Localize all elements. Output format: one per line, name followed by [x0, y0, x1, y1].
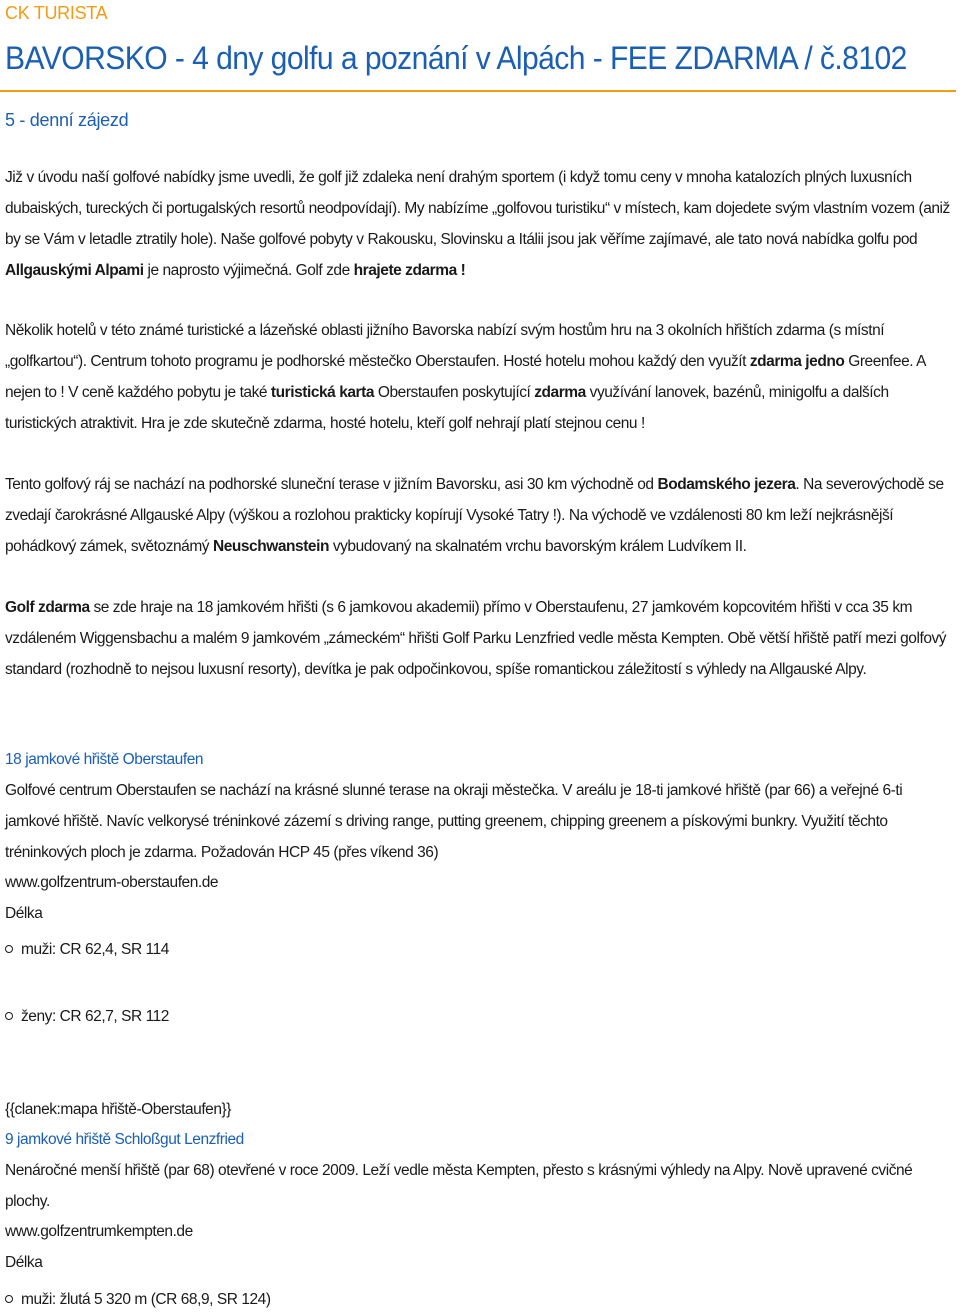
agency-name: CK TURISTA	[5, 3, 108, 23]
course1-description: Golfové centrum Oberstaufen se nachází na krásné slunné terase na okraji městečka. V areálu je 18-ti jamkové hřiště (par 66) a veřejné 6-ti jamkové hřiště. Navíc velkorysé tréninkové zázemí s driving range, putting greenem, chipping greenem a pískovými bunkry. Využití těchto tréninkových ploch je zdarma. Požadován HCP 45 (přes víkend 36)	[5, 782, 903, 861]
intro-paragraph	[5, 162, 957, 286]
intro-bold-2: hrajete zdarma !	[353, 262, 466, 279]
list-item-text: muži: CR 62,4, SR 114	[21, 941, 169, 958]
list-item	[5, 934, 169, 965]
course1-length-label: Délka	[5, 905, 43, 922]
bullet-icon	[5, 1295, 13, 1303]
golf-paragraph	[5, 592, 957, 685]
course2-heading: 9 jamkové hřiště Schloßgut Lenzfried	[5, 1131, 244, 1148]
hotels-bold-1: zdarma jedno	[749, 353, 845, 370]
hotels-text-1: Několik hotelů v této známé turistické a lázeňské oblasti jižního Bavorska nabízí svým hostům hru na 3 okolních hřištích zdarma (s místní „golfkartou“). Centrum tohoto programu je podhorské městečko Oberstaufen. Hosté hotelu mohou každý den využít	[5, 322, 885, 370]
hotels-text-3: Oberstaufen poskytující	[374, 384, 535, 401]
hotels-bold-2: turistická karta	[270, 384, 375, 401]
course2-website[interactable]: www.golfzentrumkempten.de	[5, 1223, 193, 1240]
bullet-icon	[5, 1012, 13, 1020]
course1-heading: 18 jamkové hřiště Oberstaufen	[5, 751, 204, 768]
list-item	[5, 1001, 169, 1032]
region-paragraph	[5, 469, 957, 562]
map-placeholder: {{clanek:mapa hřiště-Oberstaufen}}	[5, 1101, 231, 1118]
region-bold-1: Bodamského jezera	[657, 476, 796, 493]
region-text-1: Tento golfový ráj se nachází na podhorské sluneční terase v jižním Bavorsku, asi 30 km východně od	[5, 476, 658, 493]
course2-length-label: Délka	[5, 1254, 43, 1271]
intro-text-1: Již v úvodu naší golfové nabídky jsme uvedli, že golf již zdaleka není drahým sportem (i když tomu ceny v mnoha katalozích plných luxusních dubaiských, tureckých či portugalských resortů neodpovídají). My nabízíme „golfovou turistiku“ v místech, kam dojedete svým vlastním vozem (aniž by se Vám v letadle ztratily hole). Naše golfové pobyty v Rakousku, Slovinsku a Itálii jsou jak věříme zajímavé, ale tato nová nabídka golfu pod	[5, 169, 950, 248]
intro-text-2: je naprosto výjimečná. Golf zde	[143, 262, 354, 279]
region-text-2: . Na severovýchodě se zvedají čarokrásné Allgauské Alpy (výškou a rozlohou prakticky kopírují Vysoké Tatry !). Na východě ve vzdálenosti 80 km leží nejkrásnější pohádkový zámek, světoznámý	[5, 476, 944, 555]
golf-text-1: se zde hraje na 18 jamkovém hřišti (s 6 jamkovou akademii) přímo v Oberstaufenu, 27 jamkovém kopcovitém hřišti v cca 35 km vzdáleném Wiggensbachu a malém 9 jamkovém „zámeckém“ hřišti Golf Parku Lenzfried vedle města Kempten. Obě větší hřiště patří mezi golfový standard (rozhodně to nejsou luxusní resorty), devítka je pak odpočinkovou, spíše romantickou záležitostí s výhledy na Allgauské Alpy.	[5, 599, 947, 678]
list-item-text: ženy: CR 62,7, SR 112	[21, 1008, 169, 1025]
region-text-3: vybudovaný na skalnatém vrchu bavorským králem Ludvíkem II.	[328, 538, 747, 555]
hotels-paragraph	[5, 315, 957, 439]
hotels-text-4: využívání lanovek, bazénů, minigolfu a dalších turistických atraktivit. Hra je zde skutečně zdarma, hosté hotelu, kteří golf nehrají platí stejnou cenu !	[5, 384, 889, 432]
course2-description: Nenáročné menší hřiště (par 68) otevřené v roce 2009. Leží vedle města Kempten, přesto s krásnými výhledy na Alpy. Nově upravené cvičné plochy.	[5, 1162, 913, 1210]
hotels-text-2: Greenfee. A nejen to ! V ceně každého pobytu je také	[5, 353, 926, 401]
page-title: BAVORSKO - 4 dny golfu a poznání v Alpách - FEE ZDARMA / č.8102	[5, 40, 907, 76]
list-item	[5, 1284, 271, 1315]
tour-subtitle: 5 - denní zájezd	[5, 110, 129, 130]
title-divider	[0, 90, 956, 92]
golf-bold-1: Golf zdarma	[5, 599, 90, 616]
course1-website[interactable]: www.golfzentrum-oberstaufen.de	[5, 874, 219, 891]
intro-bold-1: Allgauskými Alpami	[5, 262, 144, 279]
bullet-icon	[5, 945, 13, 953]
hotels-bold-3: zdarma	[534, 384, 586, 401]
region-bold-2: Neuschwanstein	[212, 538, 329, 555]
list-item-text: muži: žlutá 5 320 m (CR 68,9, SR 124)	[21, 1291, 271, 1308]
